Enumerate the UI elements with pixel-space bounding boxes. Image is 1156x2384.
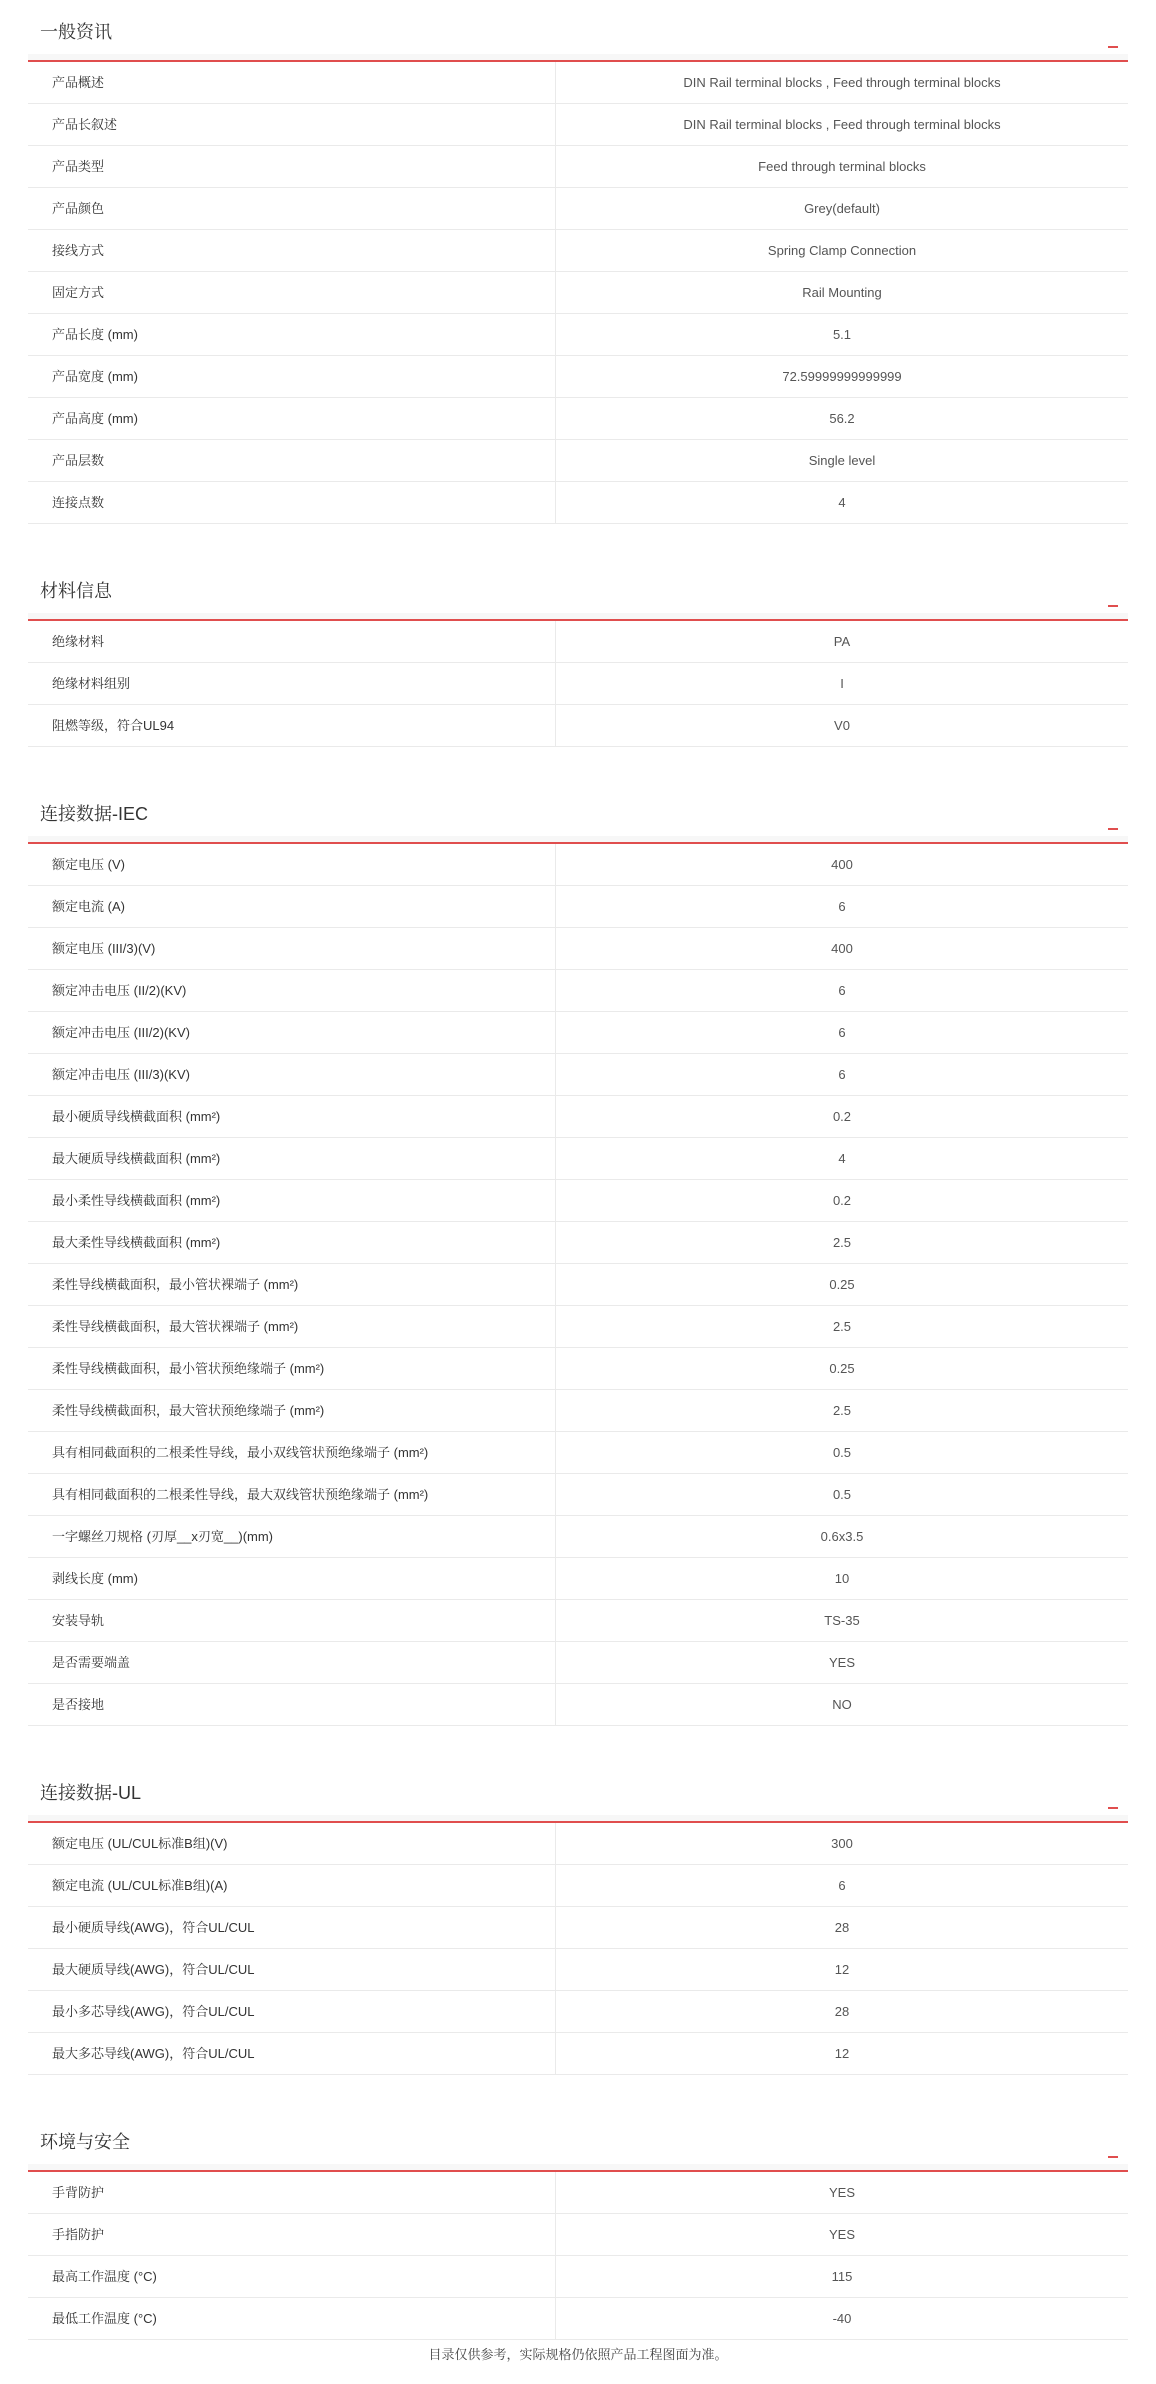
spec-row	[28, 314, 1128, 356]
spec-label: 柔性导线横截面积，最大管状裸端子 (mm²)	[28, 1306, 556, 1347]
spec-label: 柔性导线横截面积，最大管状预绝缘端子 (mm²)	[28, 1390, 556, 1431]
spec-row	[28, 2033, 1128, 2075]
spec-row	[28, 1222, 1128, 1264]
spec-row	[28, 2172, 1128, 2214]
spec-row	[28, 705, 1128, 747]
spec-value: 5.1	[832, 327, 852, 342]
spec-row	[28, 1096, 1128, 1138]
spec-label: 最小多芯导线(AWG)，符合UL/CUL	[28, 1991, 556, 2032]
section-header	[28, 782, 1128, 844]
spec-value: 6	[838, 1067, 846, 1082]
spec-table	[28, 1823, 1128, 2075]
spec-label: 额定电压 (V)	[28, 844, 556, 885]
spec-value: 0.25	[829, 1361, 855, 1376]
spec-label: 具有相同截面积的二根柔性导线，最大双线管状预绝缘端子 (mm²)	[28, 1474, 556, 1515]
spec-label: 最大硬质导线(AWG)，符合UL/CUL	[28, 1949, 556, 1990]
spec-row	[28, 1138, 1128, 1180]
spec-row	[28, 1865, 1128, 1907]
spec-value: DIN Rail terminal blocks , Feed through terminal blocks	[683, 75, 1001, 90]
spec-label: 额定电流 (UL/CUL标准B组)(A)	[28, 1865, 556, 1906]
spec-label: 最小硬质导线(AWG)，符合UL/CUL	[28, 1907, 556, 1948]
spec-row	[28, 1823, 1128, 1865]
spec-row	[28, 1474, 1128, 1516]
spec-table	[28, 621, 1128, 747]
spec-label: 产品层数	[28, 440, 556, 481]
spec-label: 阻燃等级，符合UL94	[28, 705, 556, 746]
spec-row	[28, 1991, 1128, 2033]
spec-row	[28, 663, 1128, 705]
spec-row	[28, 1949, 1128, 1991]
spec-row	[28, 1348, 1128, 1390]
spec-label: 额定电压 (III/3)(V)	[28, 928, 556, 969]
spec-value: -40	[832, 2311, 852, 2326]
section-title: 材料信息	[40, 581, 112, 601]
spec-value: Single level	[808, 453, 876, 468]
spec-row	[28, 886, 1128, 928]
spec-table	[28, 2172, 1128, 2340]
spec-row	[28, 1642, 1128, 1684]
spec-row	[28, 230, 1128, 272]
spec-label: 额定冲击电压 (III/2)(KV)	[28, 1012, 556, 1053]
section-header	[28, 559, 1128, 621]
spec-row	[28, 188, 1128, 230]
spec-row	[28, 1684, 1128, 1726]
spec-value: 0.6x3.5	[820, 1529, 864, 1544]
spec-value: 6	[838, 1025, 846, 1040]
spec-value: 400	[831, 941, 853, 956]
spec-row	[28, 62, 1128, 104]
spec-value: 0.5	[832, 1445, 852, 1460]
spec-label: 绝缘材料	[28, 621, 556, 662]
spec-row	[28, 621, 1128, 663]
spec-label: 剥线长度 (mm)	[28, 1558, 556, 1599]
spec-value: DIN Rail terminal blocks , Feed through terminal blocks	[683, 117, 1001, 132]
section-connection-ul	[28, 1761, 1128, 2075]
spec-value: 0.2	[832, 1193, 852, 1208]
spec-value: Feed through terminal blocks	[758, 159, 926, 174]
spec-value: TS-35	[824, 1613, 860, 1628]
spec-label: 最高工作温度 (°C)	[28, 2256, 556, 2297]
section-title: 环境与安全	[40, 2132, 130, 2152]
spec-value: YES	[828, 2185, 855, 2200]
spec-value: 2.5	[832, 1319, 852, 1334]
spec-row	[28, 1558, 1128, 1600]
spec-label: 产品类型	[28, 146, 556, 187]
spec-value: 12	[834, 1962, 850, 1977]
spec-label: 手背防护	[28, 2172, 556, 2213]
spec-row	[28, 2256, 1128, 2298]
spec-row	[28, 440, 1128, 482]
spec-label: 最大柔性导线横截面积 (mm²)	[28, 1222, 556, 1263]
spec-value: 12	[834, 2046, 850, 2061]
spec-label: 额定冲击电压 (II/2)(KV)	[28, 970, 556, 1011]
spec-label: 接线方式	[28, 230, 556, 271]
spec-row	[28, 1264, 1128, 1306]
spec-value: 28	[834, 1920, 850, 1935]
spec-label: 是否需要端盖	[28, 1642, 556, 1683]
spec-label: 产品宽度 (mm)	[28, 356, 556, 397]
spec-value: 0.25	[829, 1277, 855, 1292]
section-title: 连接数据-UL	[40, 1783, 142, 1803]
spec-value: NO	[832, 1697, 852, 1712]
spec-label: 产品长度 (mm)	[28, 314, 556, 355]
spec-value: V0	[834, 718, 850, 733]
spec-table	[28, 62, 1128, 524]
spec-label: 手指防护	[28, 2214, 556, 2255]
spec-label: 连接点数	[28, 482, 556, 523]
spec-value: 115	[831, 2269, 853, 2284]
spec-value: 2.5	[832, 1235, 852, 1250]
spec-value: 6	[838, 1878, 846, 1893]
spec-value: 6	[838, 983, 846, 998]
spec-row	[28, 1012, 1128, 1054]
spec-row	[28, 146, 1128, 188]
section-header	[28, 0, 1128, 62]
spec-label: 产品高度 (mm)	[28, 398, 556, 439]
spec-value: PA	[833, 634, 851, 649]
spec-label: 固定方式	[28, 272, 556, 313]
spec-row	[28, 970, 1128, 1012]
spec-label: 最大多芯导线(AWG)，符合UL/CUL	[28, 2033, 556, 2074]
spec-value: 4	[838, 495, 846, 510]
spec-value: 0.2	[832, 1109, 852, 1124]
spec-row	[28, 272, 1128, 314]
spec-row	[28, 1600, 1128, 1642]
spec-label: 最小硬质导线横截面积 (mm²)	[28, 1096, 556, 1137]
footnote: 目录仅供参考，实际规格仍依照产品工程图面为准。	[428, 2347, 728, 2362]
spec-value: 56.2	[829, 411, 855, 426]
spec-label: 额定电压 (UL/CUL标准B组)(V)	[28, 1823, 556, 1864]
collapse-toggle-icon[interactable]	[1108, 822, 1118, 832]
spec-value: YES	[828, 1655, 855, 1670]
spec-row	[28, 1306, 1128, 1348]
spec-value: Rail Mounting	[802, 285, 882, 300]
spec-label: 产品概述	[28, 62, 556, 103]
spec-value: 6	[838, 899, 846, 914]
collapse-toggle-icon[interactable]	[1108, 2150, 1118, 2160]
spec-value: 4	[838, 1151, 846, 1166]
spec-value: I	[840, 676, 844, 691]
collapse-toggle-icon[interactable]	[1108, 599, 1118, 609]
spec-value: 10	[834, 1571, 850, 1586]
spec-row	[28, 1907, 1128, 1949]
spec-value: Spring Clamp Connection	[767, 243, 917, 258]
spec-label: 最小柔性导线横截面积 (mm²)	[28, 1180, 556, 1221]
spec-label: 产品长叙述	[28, 104, 556, 145]
section-title: 一般资讯	[40, 22, 112, 42]
spec-label: 最大硬质导线横截面积 (mm²)	[28, 1138, 556, 1179]
spec-row	[28, 482, 1128, 524]
spec-row	[28, 398, 1128, 440]
spec-label: 额定电流 (A)	[28, 886, 556, 927]
spec-value: 2.5	[832, 1403, 852, 1418]
spec-label: 安装导轨	[28, 1600, 556, 1641]
spec-value: 28	[834, 2004, 850, 2019]
spec-content	[28, 0, 1128, 2340]
spec-label: 绝缘材料组别	[28, 663, 556, 704]
spec-label: 额定冲击电压 (III/3)(KV)	[28, 1054, 556, 1095]
spec-value: 0.5	[832, 1487, 852, 1502]
spec-value: YES	[828, 2227, 855, 2242]
spec-table	[28, 844, 1128, 1726]
section-connection-iec	[28, 782, 1128, 1726]
collapse-toggle-icon[interactable]	[1108, 1801, 1118, 1811]
spec-row	[28, 356, 1128, 398]
section-header	[28, 2110, 1128, 2172]
spec-row	[28, 1390, 1128, 1432]
spec-value: 300	[831, 1836, 853, 1851]
collapse-toggle-icon[interactable]	[1108, 40, 1118, 50]
spec-row	[28, 104, 1128, 146]
spec-row	[28, 2298, 1128, 2340]
spec-label: 柔性导线横截面积，最小管状预绝缘端子 (mm²)	[28, 1348, 556, 1389]
spec-label: 是否接地	[28, 1684, 556, 1725]
section-material-info	[28, 559, 1128, 747]
spec-value: Grey(default)	[804, 201, 880, 216]
spec-label: 一字螺丝刀规格 (刃厚__x刃宽__)(mm)	[28, 1516, 556, 1557]
spec-row	[28, 2214, 1128, 2256]
spec-value: 400	[831, 857, 853, 872]
spec-row	[28, 928, 1128, 970]
section-header	[28, 1761, 1128, 1823]
spec-label: 柔性导线横截面积，最小管状裸端子 (mm²)	[28, 1264, 556, 1305]
spec-row	[28, 1180, 1128, 1222]
section-title: 连接数据-IEC	[40, 804, 148, 824]
spec-label: 具有相同截面积的二根柔性导线，最小双线管状预绝缘端子 (mm²)	[28, 1432, 556, 1473]
spec-row	[28, 1432, 1128, 1474]
spec-row	[28, 1516, 1128, 1558]
spec-value: 72.59999999999999	[782, 369, 902, 384]
section-general-info	[28, 0, 1128, 524]
spec-row	[28, 1054, 1128, 1096]
section-environment-safety	[28, 2110, 1128, 2340]
spec-row	[28, 844, 1128, 886]
spec-label: 产品颜色	[28, 188, 556, 229]
spec-label: 最低工作温度 (°C)	[28, 2298, 556, 2339]
